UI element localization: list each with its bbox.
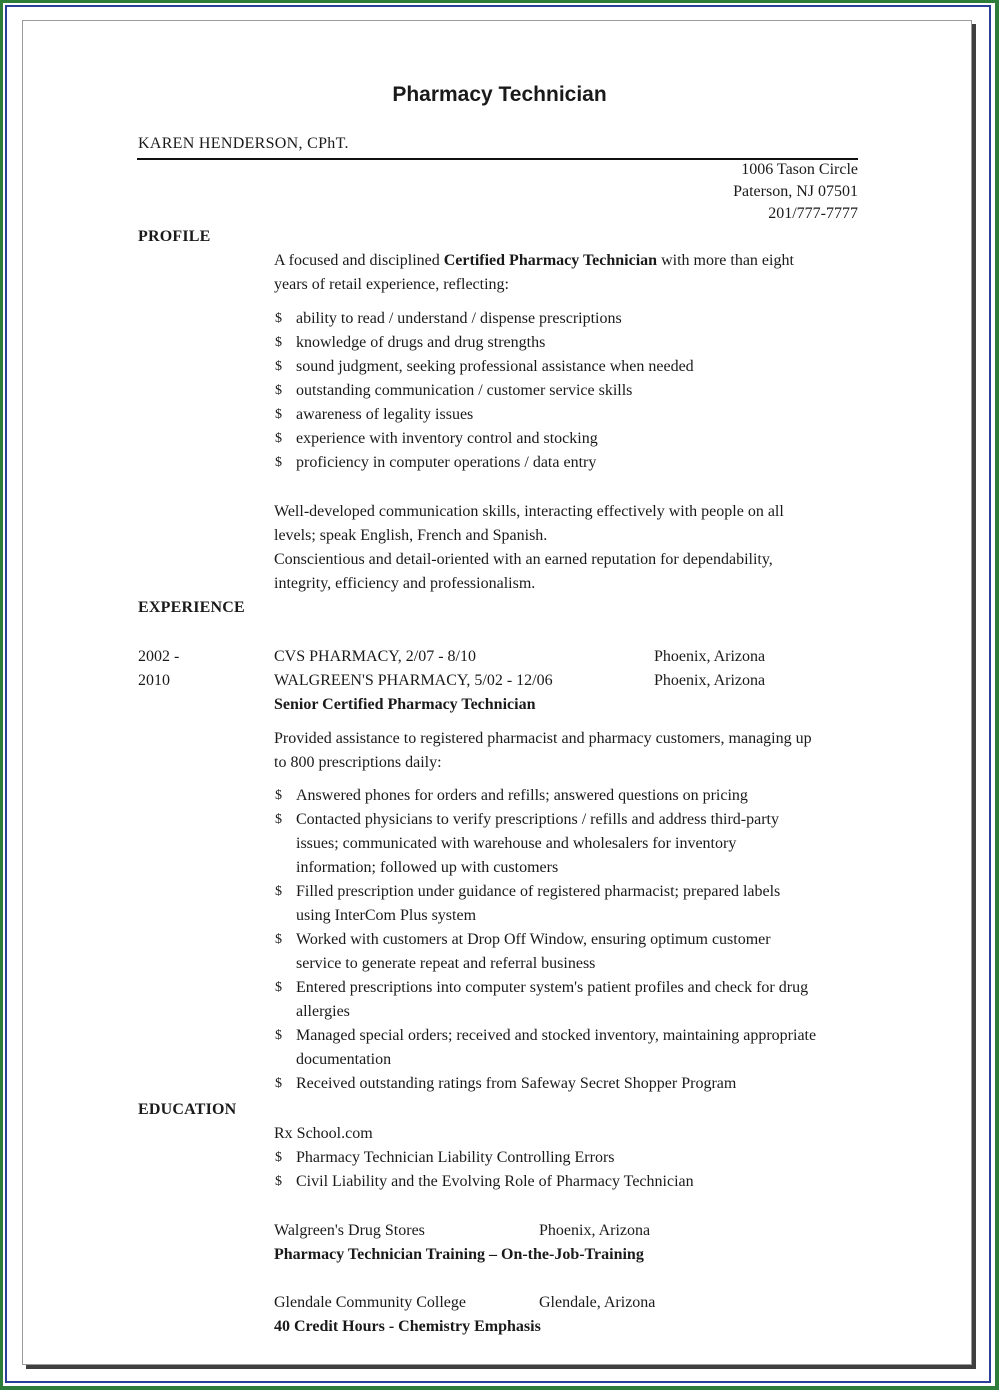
- duty-line: issues; communicated with warehouse and wholesalers for inventory: [296, 835, 737, 852]
- school-name: Glendale Community College: [274, 1294, 466, 1311]
- education-heading: EDUCATION: [138, 1101, 237, 1118]
- course-item: Pharmacy Technician Liability Controlling Errors: [296, 1149, 615, 1166]
- duty-line: service to generate repeat and referral business: [296, 955, 596, 972]
- bullet-icon: $: [275, 1174, 282, 1189]
- skill-item: experience with inventory control and stocking: [296, 430, 598, 447]
- bullet-icon: $: [275, 812, 282, 827]
- bullet-icon: $: [275, 455, 282, 470]
- bullet-icon: $: [275, 1076, 282, 1091]
- duty-line: Received outstanding ratings from Safeway Secret Shopper Program: [296, 1075, 737, 1092]
- school-location: Glendale, Arizona: [539, 1294, 656, 1311]
- duty-line: Entered prescriptions into computer system's patient profiles and check for drug: [296, 979, 809, 996]
- profile-paragraph-line: Conscientious and detail-oriented with an earned reputation for dependability,: [274, 551, 773, 568]
- profile-paragraph-line: Well-developed communication skills, interacting effectively with people on all: [274, 503, 784, 520]
- profile-paragraph-line: levels; speak English, French and Spanish.: [274, 527, 548, 544]
- course-item: Civil Liability and the Evolving Role of Pharmacy Technician: [296, 1173, 694, 1190]
- employer-name: WALGREEN'S PHARMACY, 5/02 - 12/06: [274, 672, 553, 689]
- school-name: Walgreen's Drug Stores: [274, 1222, 425, 1239]
- address-phone: 201/777-7777: [768, 205, 858, 222]
- skill-item: ability to read / understand / dispense prescriptions: [296, 310, 622, 327]
- bullet-icon: $: [275, 407, 282, 422]
- candidate-name: KAREN HENDERSON, CPhT.: [138, 135, 349, 152]
- job-role: Senior Certified Pharmacy Technician: [274, 696, 536, 713]
- bullet-icon: $: [275, 788, 282, 803]
- duty-line: documentation: [296, 1051, 392, 1068]
- school-program: Pharmacy Technician Training – On-the-Job-Training: [274, 1246, 644, 1263]
- school-name: Rx School.com: [274, 1125, 373, 1142]
- duty-line: Worked with customers at Drop Off Window, ensuring optimum customer: [296, 931, 771, 948]
- bullet-icon: $: [275, 311, 282, 326]
- duty-line: using InterCom Plus system: [296, 907, 477, 924]
- profile-paragraph-line: integrity, efficiency and professionalism.: [274, 575, 536, 592]
- years-start: 2002 -: [138, 648, 180, 665]
- school-location: Phoenix, Arizona: [539, 1222, 651, 1239]
- job-summary-line: Provided assistance to registered pharmacist and pharmacy customers, managing up: [274, 730, 812, 747]
- duty-line: Answered phones for orders and refills; answered questions on pricing: [296, 787, 748, 804]
- duty-line: information; followed up with customers: [296, 859, 559, 876]
- profile-heading: PROFILE: [138, 228, 211, 245]
- school-program: 40 Credit Hours - Chemistry Emphasis: [274, 1318, 541, 1335]
- profile-intro-line2: years of retail experience, reflecting:: [274, 276, 509, 293]
- bullet-icon: $: [275, 884, 282, 899]
- duty-line: Contacted physicians to verify prescriptions / refills and address third-party: [296, 811, 779, 828]
- skill-item: sound judgment, seeking professional assistance when needed: [296, 358, 694, 375]
- bullet-icon: $: [275, 980, 282, 995]
- bullet-icon: $: [275, 359, 282, 374]
- experience-heading: EXPERIENCE: [138, 599, 245, 616]
- employer-location: Phoenix, Arizona: [654, 672, 766, 689]
- bullet-icon: $: [275, 383, 282, 398]
- duty-line: Managed special orders; received and stocked inventory, maintaining appropriate: [296, 1027, 817, 1044]
- bullet-icon: $: [275, 431, 282, 446]
- duty-line: allergies: [296, 1003, 350, 1020]
- employer-name: CVS PHARMACY, 2/07 - 8/10: [274, 648, 476, 665]
- skill-item: outstanding communication / customer service skills: [296, 382, 633, 399]
- skill-item: proficiency in computer operations / data entry: [296, 454, 597, 471]
- profile-intro: A focused and disciplined Certified Pharmacy Technician with more than eight: [274, 252, 794, 269]
- bullet-icon: $: [275, 1150, 282, 1165]
- address-city: Paterson, NJ 07501: [733, 183, 858, 200]
- address-street: 1006 Tason Circle: [741, 161, 858, 178]
- job-summary-line: to 800 prescriptions daily:: [274, 754, 442, 771]
- duty-line: Filled prescription under guidance of registered pharmacist; prepared labels: [296, 883, 781, 900]
- bullet-icon: $: [275, 932, 282, 947]
- years-end: 2010: [138, 672, 170, 689]
- bullet-icon: $: [275, 1028, 282, 1043]
- bullet-icon: $: [275, 335, 282, 350]
- skill-item: awareness of legality issues: [296, 406, 474, 423]
- document-title: Pharmacy Technician: [392, 83, 607, 106]
- employer-location: Phoenix, Arizona: [654, 648, 766, 665]
- skill-item: knowledge of drugs and drug strengths: [296, 334, 546, 351]
